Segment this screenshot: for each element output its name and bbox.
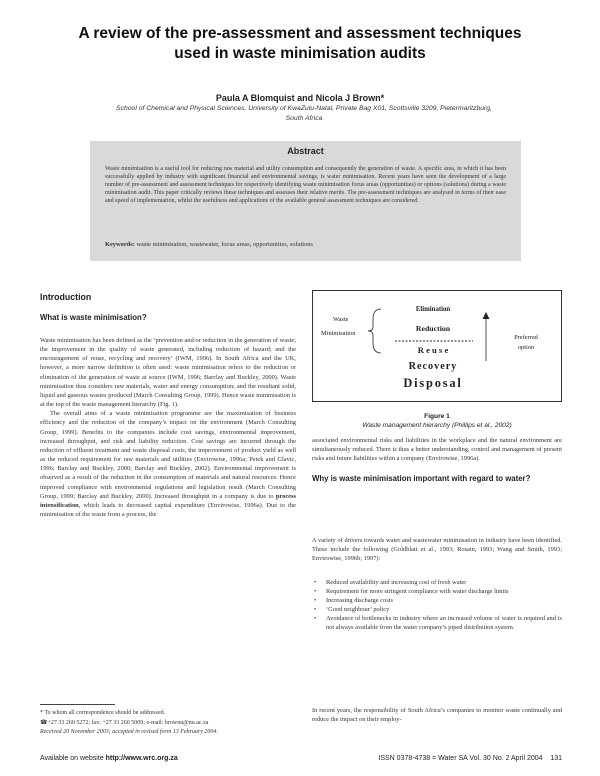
- bullet-icon: •: [314, 579, 317, 586]
- title-line-1: A review of the pre-assessment and assessment techniques: [78, 25, 522, 42]
- footer-issn: ISSN 0378-4738 = Water SA Vol. 30 No. 2 April 2004 131: [378, 755, 562, 762]
- drivers-list: [312, 578, 562, 632]
- abstract-heading: Abstract: [287, 146, 324, 156]
- right-column-continuation: associated environmental risks and liabilities in the workplace and the natural environment are simultaneously reduced. There is thus a better understanding, control and management of present risks and future liabilities within a company (Envirowise, 1996a).: [312, 437, 562, 463]
- disposal-label: Disposal: [403, 376, 463, 390]
- elimination-label: Elimination: [415, 306, 451, 313]
- what-is-waste-minimisation-heading: What is waste minimisation?: [40, 313, 147, 322]
- introduction-heading: Introduction: [40, 292, 92, 302]
- responsibility-paragraph: In recent years, the responsibility of South Africa’s companies to monitor waste continually and reduce the impact on their employ-: [312, 707, 562, 724]
- affiliation: [84, 104, 524, 123]
- waste-hierarchy-diagram: [313, 291, 563, 403]
- intro-paragraph-2-part-a: The overall aims of a waste minimisation programme are the maximisation of business efficiency and the reduction of the company’s impact on the environment (March Consulting Group, 1999). Benefits to the companies include cost savings, environmental improvement, increased throughput, and risk and liability reduction. Cost savings are incurred through the reduction of effluent treatment and waste disposal costs, the improvement of product yield as well as the reduced requirement for raw materials and utilities (Envirowise, 1996a; Petek and Glavic, 1996; Barclay and Buckley, 2000; Barclay and Buckley, 2002). Environmental improvement is observed as a result of the reduction in the consumption of materials and natural resources. Hence improved compliance with environmental regulations and legislation result (March Consulting Group, 1999; Barclay and Buckley, 2000). Increased throughput in a company is due to: [40, 410, 296, 500]
- keywords-label: Keywords:: [105, 241, 135, 248]
- footnote-received: Received 20 November 2003; accepted in revised form 13 February 2004.: [40, 729, 218, 736]
- bullet-icon: •: [314, 615, 317, 622]
- keywords-list: waste minimisation, wastewater, focus areas, opportunities, solutions: [136, 241, 313, 248]
- process-intensification-term: process intensification: [40, 492, 296, 509]
- bullet-icon: •: [314, 606, 317, 613]
- list-item: • Increasing discharge costs: [314, 597, 393, 604]
- bullet-icon: •: [314, 588, 317, 595]
- figure-1: [312, 290, 562, 402]
- affiliation-line-1: School of Chemical and Physical Sciences, University of KwaZulu-Natal, Private Bag X01, Scottsville 3209, Pietermaritzburg,: [116, 105, 492, 112]
- recovery-label: Recovery: [408, 361, 458, 372]
- intro-paragraph-2: [40, 409, 296, 519]
- reuse-label: R e u s e: [417, 345, 449, 355]
- footnote-correspondence: * To whom all correspondence should be addressed.: [40, 710, 166, 716]
- preferred-label-line-2: option: [517, 344, 535, 351]
- left-column-body: [40, 336, 296, 519]
- reduction-label: Reduction: [415, 324, 451, 333]
- list-item: • Requirement for more stringent compliance with water discharge limits: [314, 588, 509, 595]
- why-water-heading: Why is waste minimisation important with regard to water?: [312, 474, 531, 483]
- drivers-paragraph: A variety of drivers towards water and wastewater minimisation in industry have been identified. These include the following (Goldblatt et al., 1993; Rosain, 1993; Wang and Smith, 1993; Envirowise, 1996b; 1997):: [312, 537, 562, 563]
- list-item: • Avoidance of bottlenecks in industry where an increased volume of water is required and is not always available from the water company’s piped distribution system.: [314, 615, 562, 631]
- abstract-text: Waste minimisation is a useful tool for reducing raw material and utility consumption and consequently the generation of waste. A specific area, in which it has been successfully applied by industry with significant financial and environmental savings, is water minimisation. Recent years have seen the development of a large number of pre-assessment and assessment techniques for respectively identifying waste minimisation focus areas (opportunities) or options (solutions) during a waste minimisation audit. This paper critically reviews these techniques and assesses their relative merits. The pre-assessment techniques are analysed in terms of their ease and speed of implementation, whilst the usefulness and applications of the available general assessment techniques are considered.: [105, 166, 506, 204]
- keywords: [105, 241, 506, 248]
- figure-caption: [312, 412, 562, 430]
- paper-title: [40, 24, 560, 64]
- list-item: • Reduced availability and increasing cost of fresh water: [314, 579, 467, 586]
- waste-label: Waste: [333, 316, 349, 323]
- authors: Paula A Blomquist and Nicola J Brown*: [215, 93, 385, 103]
- intro-paragraph-2-part-b: , which leads to decreased capital expenditure (Envirowise, 1996a). Due to the minimisation of the waste from a process, the: [40, 501, 296, 518]
- figure-caption-text: Waste management hierarchy (Phillips et al., 2002): [362, 422, 512, 429]
- bullet-icon: •: [314, 597, 317, 604]
- footnote: [40, 709, 310, 738]
- affiliation-line-2: South Africa: [285, 114, 323, 122]
- list-item: • ‘Good neighbour’ policy: [314, 606, 390, 613]
- footer-website: [40, 755, 178, 762]
- minimisation-label: Minimisation: [321, 330, 356, 337]
- footnote-contact: ☎+27 33 260 5272; fax: +27 33 260 5009; e-mail: brownn@nu.ac.za: [40, 719, 209, 726]
- footer-website-prefix: Available on website: [40, 755, 106, 762]
- footnote-rule: [40, 704, 115, 705]
- footer-website-link[interactable]: http://www.wrc.org.za: [105, 755, 178, 762]
- preferred-label-line-1: Preferred: [514, 334, 538, 341]
- minimisation-brace: [368, 309, 381, 353]
- preferred-arrow-head-icon: [483, 312, 490, 319]
- abstract-box: [90, 141, 521, 261]
- figure-caption-label: Figure 1: [424, 413, 450, 420]
- intro-paragraph-1: Waste minimisation has been defined as the ‘prevention and/or reduction in the generation of waste; the improvement in the quality of waste generated, including reduction of hazard; and the encouragement of reuse, recycling and recovery’ (IWM, 1996). In South Africa and the UK, however, a more narrow definition is often used: waste minimisation refers to the reduction or elimination of the generation of waste at source (IWM, 1996; Barclay and Buckley, 2000). Waste minimisation thus considers raw materials, water and energy consumption; and the resultant solid, liquid and gaseous wastes produced (March Consulting Group, 1999). Hence waste minimisation is at the top of the waste management hierarchy (Fig. 1).: [40, 337, 296, 409]
- title-line-2: used in waste minimisation audits: [174, 45, 426, 62]
